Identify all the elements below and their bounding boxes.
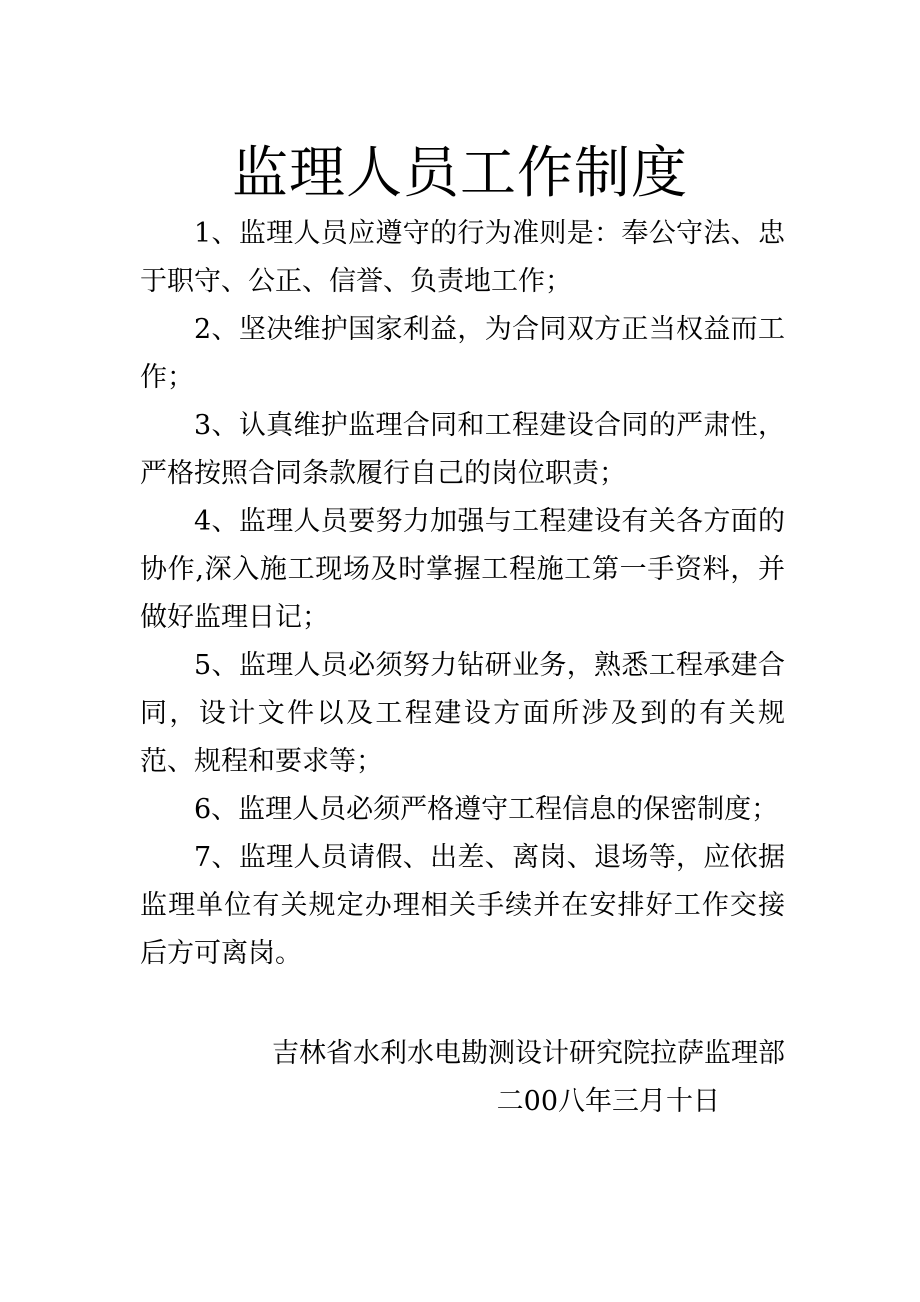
rules-list	[140, 210, 785, 978]
rule-item-7: 7、监理人员请假、出差、离岗、退场等，应依据监理单位有关规定办理相关手续并在安排好工作交接后方可离岗。	[140, 842, 785, 969]
rule-item-5: 5、监理人员必须努力钻研业务，熟悉工程承建合同，设计文件以及工程建设方面所涉及到的有关规范、规程和要求等；	[140, 650, 785, 777]
rule-item-4: 4、监理人员要努力加强与工程建设有关各方面的协作,深入施工现场及时掌握工程施工第一手资料，并做好监理日记；	[140, 506, 785, 633]
rule-item-6: 6、监理人员必须严格遵守工程信息的保密制度；	[194, 794, 779, 825]
rule-item-2: 2、坚决维护国家利益，为合同双方正当权益而工作；	[140, 314, 785, 393]
rule-item-3: 3、认真维护监理合同和工程建设合同的严肃性，严格按照合同条款履行自己的岗位职责；	[140, 410, 785, 489]
rule-item-1: 1、监理人员应遵守的行为准则是：奉公守法、忠于职守、公正、信誉、负责地工作；	[140, 218, 785, 297]
issue-date: 二00八年三月十日	[496, 1086, 720, 1117]
document-title: 监理人员工作制度	[232, 141, 688, 206]
issuer-signature: 吉林省水利水电勘测设计研究院拉萨监理部	[272, 1038, 785, 1069]
